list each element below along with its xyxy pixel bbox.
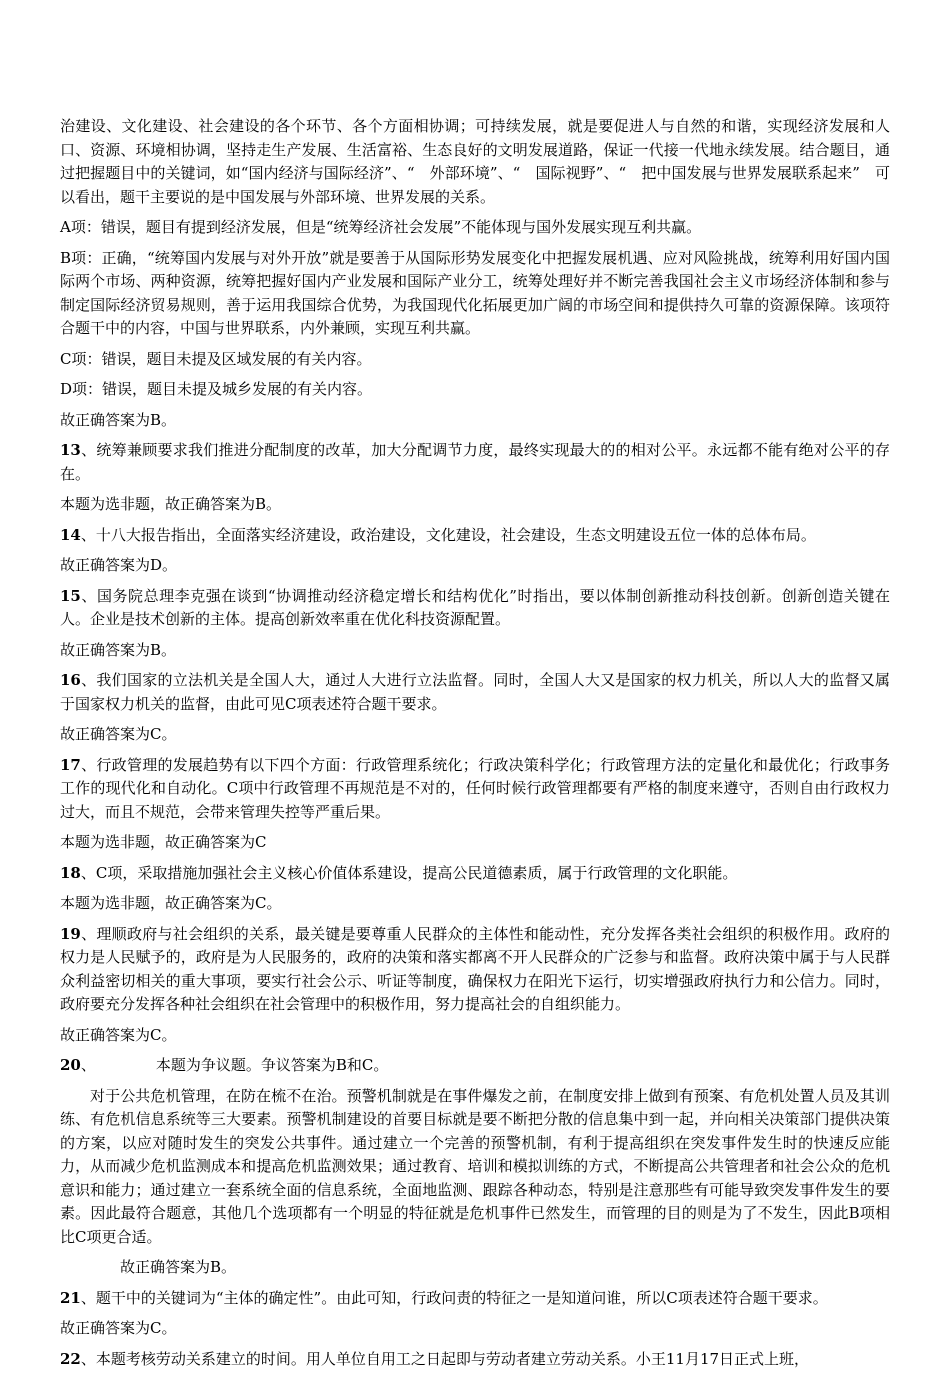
- question-text: 、统筹兼顾要求我们推进分配制度的改革，加大分配调节力度，最终实现最大的的相对公平。永远都不能有绝对公平的存在。: [60, 441, 890, 483]
- question-text: 、C项，采取措施加强社会主义核心价值体系建设，提高公民道德素质，属于行政管理的文化职能。: [80, 863, 738, 882]
- answer-16: 故正确答案为C。: [60, 725, 177, 743]
- question-text: 、理顺政府与社会组织的关系，最关键是要尊重人民群众的主体性和能动性，充分发挥各类社会组织的积极作用。政府的权力是人民赋予的，政府是为人民服务的，政府的决策和落实都离不开人民群众的广泛参与和监督。政府决策中属于与人民群众利益密切相关的重大事项，要实行社会公示、听证等制度，确保权力在阳光下运行，切实增强政府执行力和公信力。同时，政府要充分发挥各种社会组织在社会管理中的积极作用，努力提高社会的自组织能力。: [60, 924, 890, 1013]
- question-number: 21: [60, 1288, 81, 1307]
- option-d-analysis: D项：错误，题目未提及城乡发展的有关内容。: [60, 380, 373, 398]
- question-14: [60, 524, 890, 548]
- answer-13: 本题为选非题，故正确答案为B。: [60, 495, 282, 513]
- question-21: [60, 1287, 890, 1311]
- question-number: 18: [60, 863, 81, 882]
- question-13: [60, 439, 890, 486]
- question-number: 19: [60, 924, 81, 943]
- dispute-note: 本题为争议题。争议答案为B和C。: [155, 1056, 389, 1074]
- question-text: 、行政管理的发展趋势有以下四个方面：行政管理系统化；行政决策科学化；行政管理方法的定量化和最优化；行政事务工作的现代化和自动化。C项中行政管理不再规范是不对的，任何时候行政管理都要有严格的制度来遵守，否则自由行政权力过大，而且不规范，会带来管理失控等严重后果。: [60, 755, 890, 821]
- question-text: 、本题考核劳动关系建立的时间。用人单位自用工之日起即与劳动者建立劳动关系。小王11月17日正式上班，: [80, 1349, 810, 1368]
- question-number: 20: [60, 1056, 81, 1074]
- question-text: 、国务院总理李克强在谈到“协调推动经济稳定增长和结构优化”时指出，要以体制创新推动科技创新。创新创造关键在人。企业是技术创新的主体。提高创新效率重在优化科技资源配置。: [60, 586, 890, 628]
- answer-18: 本题为选非题，故正确答案为C。: [60, 894, 282, 912]
- question-number: 16: [60, 671, 81, 689]
- question-19: [60, 923, 890, 1017]
- option-c-analysis: C项：错误，题目未提及区域发展的有关内容。: [60, 349, 372, 368]
- question-text: 、我们国家的立法机关是全国人大，通过人大进行立法监督。同时，全国人大又是国家的权力机关，所以人大的监督又属于国家权力机关的监督，由此可见C项表述符合题干要求。: [60, 671, 890, 713]
- option-b-analysis: B项：正确，“统筹国内发展与对外开放”就是要善于从国际形势发展变化中把握发展机遇、应对风险挑战，统筹利用好国内国际两个市场、两种资源，统筹把握好国内产业发展和国际产业分工，统筹处理好并不断完善我国社会主义市场经济体制和参与制定国际经济贸易规则，善于运用我国综合优势，为我国现代化拓展更加广阔的市场空间和提供持久可靠的资源保障。该项符合题干中的内容，中国与世界联系，内外兼顾，实现互利共赢。: [60, 248, 890, 337]
- question-number: 13: [60, 441, 81, 459]
- question-22: [60, 1348, 890, 1372]
- intro-paragraph: 治建设、文化建设、社会建设的各个环节、各个方面相协调；可持续发展，就是要促进人与自然的和谐，实现经济发展和人口、资源、环境相协调，坚持走生产发展、生活富裕、生态良好的文明发展道路，保证一代接一代地永续发展。结合题目，通过把握题目中的关键词，如“国内经济与国际经济”、“ 外部环境”、“ 国际视野”、“ 把中国发展与世界发展联系起来” 可以看出，题干主要说的是中国发展与外部环境、世界发展的关系。: [60, 117, 890, 206]
- question-15: [60, 585, 890, 632]
- answer-15: 故正确答案为B。: [60, 640, 177, 659]
- answer-19: 故正确答案为C。: [60, 1025, 177, 1044]
- question-number: 14: [60, 525, 81, 544]
- question-18: [60, 862, 890, 886]
- question-number: 22: [60, 1349, 81, 1368]
- answer-14: 故正确答案为D。: [60, 556, 178, 574]
- option-a-analysis: A项：错误，题目有提到经济发展，但是“统筹经济社会发展”不能体现与国外发展实现互利共赢。: [60, 218, 702, 236]
- answer-21: 故正确答案为C。: [60, 1319, 177, 1337]
- question-separator: 、: [80, 1056, 96, 1074]
- question-20-header: [60, 1054, 890, 1078]
- question-17: [60, 754, 890, 825]
- answer-17: 本题为选非题，故正确答案为C: [60, 833, 267, 851]
- question-16: [60, 669, 890, 716]
- question-number: 15: [60, 586, 81, 605]
- question-20-analysis: 对于公共危机管理，在防在梳不在治。预警机制就是在事件爆发之前，在制度安排上做到有预案、有危机处置人员及其训练、有危机信息系统等三大要素。预警机制建设的首要目标就是要不断把分散的信息集中到一起，并向相关决策部门提供决策的方案，以应对随时发生的突发公共事件。通过建立一个完善的预警机制，有利于提高组织在突发事件发生时的快速反应能力，从而减少危机监测成本和提高危机监测效果；通过教育、培训和模拟训练的方式，不断提高公共管理者和社会公众的危机意识和能力；通过建立一套系统全面的信息系统，全面地监测、跟踪各种动态，特别是注意那些有可能导致突发事件发生的要素。因此最符合题意，其他几个选项都有一个明显的特征就是危机事件已然发生，而管理的目的则是为了不发生，因此B项相比C项更合适。: [60, 1086, 890, 1246]
- question-text: 、题干中的关键词为“主体的确定性”。由此可知，行政问责的特征之一是知道问谁，所以C项表述符合题干要求。: [80, 1288, 828, 1307]
- answer-20: 故正确答案为B。: [120, 1258, 237, 1276]
- question-number: 17: [60, 755, 81, 774]
- answer-12: 故正确答案为B。: [60, 410, 177, 429]
- document-body: [60, 115, 890, 1378]
- question-text: 、十八大报告指出，全面落实经济建设，政治建设，文化建设，社会建设，生态文明建设五位一体的总体布局。: [80, 525, 816, 544]
